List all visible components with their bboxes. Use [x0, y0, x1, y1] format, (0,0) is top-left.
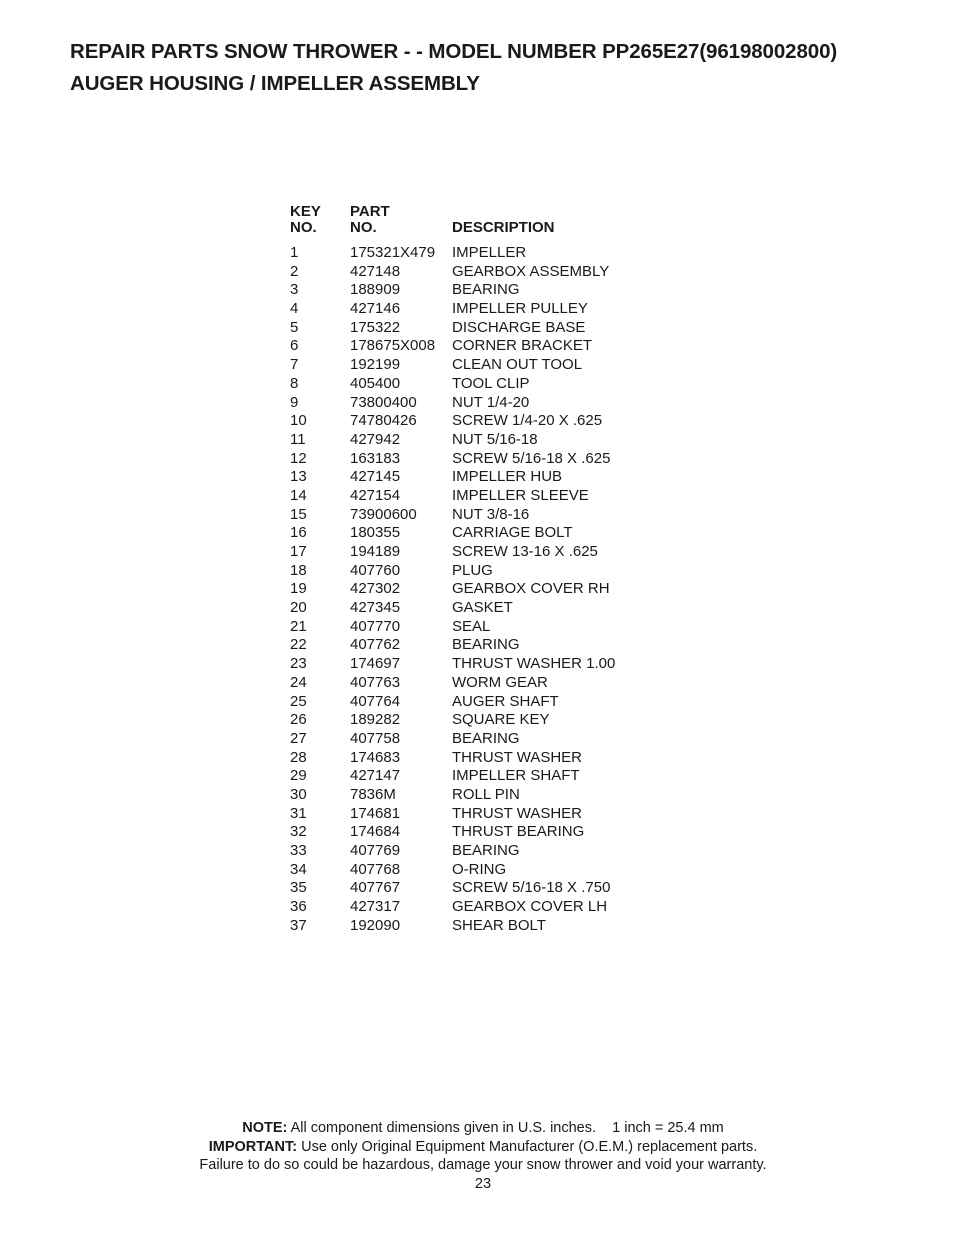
warning-line: Failure to do so could be hazardous, damage your snow thrower and void your warranty.: [199, 1157, 767, 1174]
key-no-cell: 29: [290, 767, 307, 785]
part-no-header: [350, 204, 390, 235]
part-no-cell: 178675X008: [350, 337, 436, 355]
key-no-cell: 32: [290, 823, 307, 841]
key-no-cell: 31: [290, 804, 307, 822]
key-no-cell: 1: [290, 244, 299, 261]
key-no-cell: 14: [290, 486, 307, 504]
key-no-cell: 37: [290, 916, 307, 934]
key-no-cell: 23: [290, 655, 307, 673]
part-no-header-line1: PART: [350, 203, 390, 220]
description-cell: IMPELLER SLEEVE: [452, 486, 589, 504]
description-cell: THRUST WASHER 1.00: [452, 655, 616, 673]
part-no-cell: 407763: [350, 673, 401, 691]
description-cell: SHEAR BOLT: [452, 916, 546, 934]
key-no-cell: 4: [290, 300, 299, 318]
note-line: [0, 1119, 954, 1138]
description-cell: SQUARE KEY: [452, 711, 550, 729]
important-line: [0, 1138, 954, 1157]
important-text: Use only Original Equipment Manufacturer (O.E.M.) replacement parts.: [301, 1138, 758, 1155]
description-cell: NUT 3/8-16: [452, 505, 530, 523]
page-number: 23: [474, 1176, 492, 1193]
part-no-cell: 73800400: [350, 393, 417, 411]
part-no-cell: 407760: [350, 561, 401, 579]
part-no-cell: 427148: [350, 262, 401, 280]
part-no-cell: 174697: [350, 655, 401, 673]
part-no-cell: 188909: [350, 281, 401, 299]
part-no-cell: 175322: [350, 318, 401, 336]
description-cell: BEARING: [452, 842, 520, 859]
page-footer: [0, 1119, 954, 1194]
description-cell: SCREW 13-16 X .625: [452, 543, 598, 560]
key-no-cell: 2: [290, 262, 299, 280]
description-cell: GEARBOX ASSEMBLY: [452, 262, 610, 280]
title-line-assembly: AUGER HOUSING / IMPELLER ASSEMBLY: [70, 72, 480, 95]
part-no-cell: 407768: [350, 860, 401, 878]
key-no-cell: 9: [290, 393, 299, 411]
part-no-cell: 427302: [350, 580, 401, 598]
part-no-cell: 174683: [350, 748, 401, 766]
part-no-cell: 194189: [350, 543, 401, 560]
key-no-cell: 11: [290, 430, 306, 448]
description-cell: CORNER BRACKET: [452, 337, 593, 355]
part-no-cell: 407764: [350, 692, 401, 710]
key-no-cell: 22: [290, 636, 307, 654]
part-no-cell: 163183: [350, 449, 401, 467]
key-no-cell: 10: [290, 412, 307, 430]
description-cell: SCREW 5/16-18 X .625: [452, 449, 611, 467]
description-cell: PLUG: [452, 561, 493, 579]
description-cell: GEARBOX COVER LH: [452, 898, 608, 916]
description-cell: BEARING: [452, 729, 520, 747]
part-no-cell: 74780426: [350, 412, 417, 430]
part-no-cell: 427146: [350, 300, 401, 318]
page-title: [70, 36, 930, 100]
key-no-cell: 20: [290, 599, 307, 617]
description-cell: NUT 5/16-18: [452, 430, 538, 448]
description-cell: THRUST WASHER: [452, 804, 583, 822]
description-cell: SCREW 5/16-18 X .750: [452, 879, 611, 897]
part-no-cell: 174681: [350, 804, 401, 822]
part-no-cell: 189282: [350, 711, 401, 729]
description-cell: DISCHARGE BASE: [452, 318, 586, 336]
key-no-cell: 7: [290, 356, 299, 374]
description-cell: CARRIAGE BOLT: [452, 524, 573, 542]
key-no-cell: 33: [290, 842, 307, 859]
key-no-cell: 35: [290, 879, 307, 897]
description-cell: GASKET: [452, 599, 513, 617]
key-no-cell: 13: [290, 468, 307, 486]
note-text: All component dimensions given in U.S. inches. 1 inch = 25.4 mm: [290, 1120, 724, 1136]
key-no-cell: 5: [290, 318, 299, 336]
part-no-cell: 427145: [350, 468, 401, 486]
description-cell: TOOL CLIP: [452, 374, 530, 392]
key-no-header: [290, 204, 321, 235]
description-cell: IMPELLER HUB: [452, 468, 563, 486]
key-no-cell: 19: [290, 580, 307, 598]
description-cell: CLEAN OUT TOOL: [452, 356, 583, 374]
part-no-cell: 427345: [350, 599, 401, 617]
key-no-cell: 3: [290, 281, 299, 299]
part-no-cell: 192199: [350, 356, 401, 374]
key-no-cell: 34: [290, 860, 307, 878]
key-no-cell: 17: [290, 543, 307, 560]
key-no-cell: 26: [290, 711, 307, 729]
description-cell: NUT 1/4-20: [452, 393, 530, 411]
description-cell: IMPELLER: [452, 244, 527, 261]
description-cell: SCREW 1/4-20 X .625: [452, 412, 603, 430]
part-no-cell: 7836M: [350, 785, 396, 803]
description-cell: BEARING: [452, 281, 520, 299]
key-no-cell: 6: [290, 337, 299, 355]
key-no-cell: 36: [290, 898, 307, 916]
note-label: NOTE:: [242, 1120, 288, 1136]
part-no-cell: 407769: [350, 842, 401, 859]
key-no-cell: 30: [290, 785, 307, 803]
description-cell: IMPELLER PULLEY: [452, 300, 588, 318]
part-no-cell: 192090: [350, 916, 401, 934]
part-no-header-line2: NO.: [350, 218, 377, 236]
description-cell: ROLL PIN: [452, 785, 520, 803]
part-no-cell: 405400: [350, 374, 401, 392]
part-no-cell: 407770: [350, 617, 401, 635]
description-cell: AUGER SHAFT: [452, 692, 559, 710]
key-no-cell: 18: [290, 561, 307, 579]
description-cell: GEARBOX COVER RH: [452, 580, 610, 598]
part-no-cell: 175321X479: [350, 244, 436, 261]
description-cell: SEAL: [452, 617, 491, 635]
key-no-cell: 28: [290, 748, 307, 766]
key-no-cell: 8: [290, 374, 299, 392]
part-no-cell: 407758: [350, 729, 401, 747]
title-line-model: REPAIR PARTS SNOW THROWER - - MODEL NUMBER PP265E27(96198002800): [70, 40, 838, 63]
description-cell: THRUST WASHER: [452, 748, 583, 766]
description-header: DESCRIPTION: [452, 218, 555, 236]
part-no-cell: 73900600: [350, 505, 417, 523]
part-no-cell: 180355: [350, 524, 401, 542]
part-no-cell: 407762: [350, 636, 401, 654]
key-no-header-line1: KEY: [290, 203, 321, 220]
part-no-cell: 174684: [350, 823, 401, 841]
description-cell: IMPELLER SHAFT: [452, 767, 580, 785]
key-no-cell: 21: [290, 617, 307, 635]
key-no-cell: 27: [290, 729, 307, 747]
part-no-cell: 427942: [350, 430, 401, 448]
description-cell: THRUST BEARING: [452, 823, 585, 841]
description-cell: O-RING: [452, 860, 507, 878]
key-no-header-line2: NO.: [290, 218, 317, 236]
key-no-cell: 16: [290, 524, 307, 542]
description-cell: WORM GEAR: [452, 673, 548, 691]
key-no-cell: 12: [290, 449, 307, 467]
key-no-cell: 24: [290, 673, 307, 691]
key-no-cell: 15: [290, 505, 307, 523]
important-label: IMPORTANT:: [208, 1138, 298, 1155]
part-no-cell: 407767: [350, 879, 401, 897]
part-no-cell: 427154: [350, 486, 401, 504]
part-no-cell: 427147: [350, 767, 401, 785]
key-no-cell: 25: [290, 692, 307, 710]
description-cell: BEARING: [452, 636, 520, 654]
part-no-cell: 427317: [350, 898, 401, 916]
